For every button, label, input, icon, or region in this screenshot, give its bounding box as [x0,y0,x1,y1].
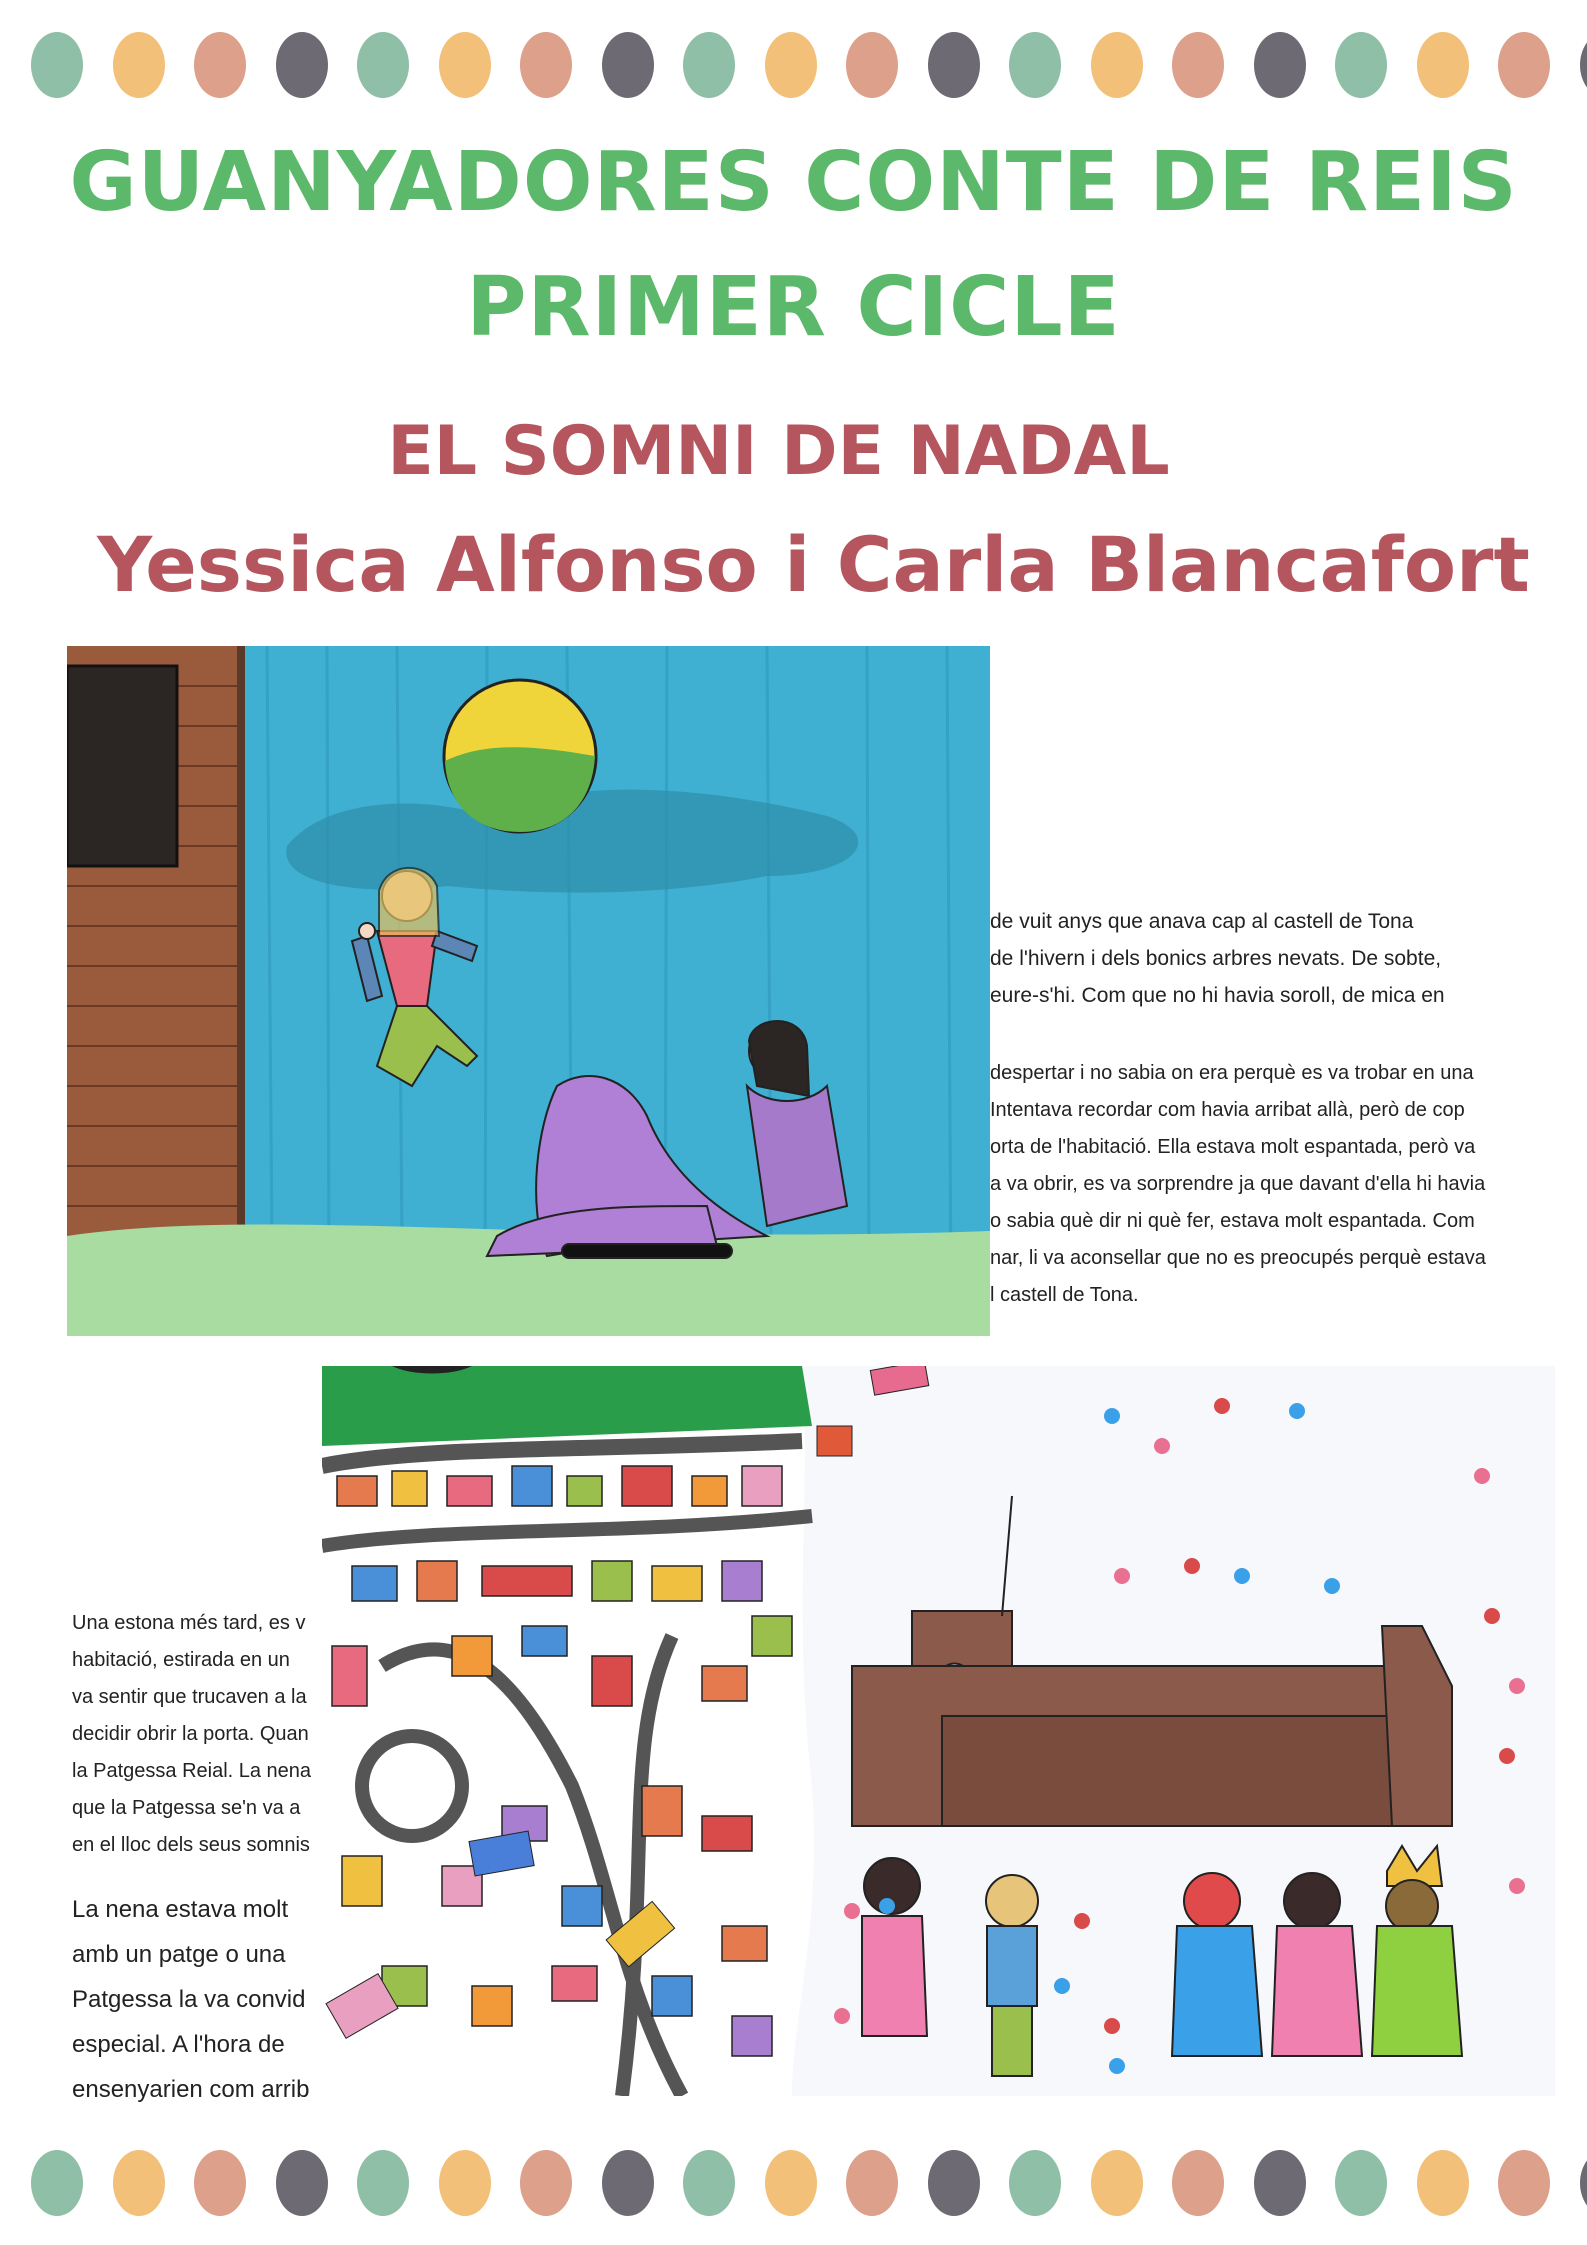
decorative-dot [765,2150,817,2216]
text-line: la Patgessa Reial. La nena [72,1760,312,1782]
decorative-dot [1335,2150,1387,2216]
text-line: ensenyarien com arrib [72,2076,310,2103]
text-line: despertar i no sabia on era perquè es va trobar en una [990,1062,1474,1084]
illustration-night-scene [67,646,990,1336]
story-paragraph-1 [990,902,1520,1013]
decorative-dot [194,2150,246,2216]
decorative-dot [602,32,654,98]
decorative-dot [1498,2150,1550,2216]
text-line: va sentir que trucaven a la [72,1686,307,1708]
decorative-dot [520,32,572,98]
decorative-dot [439,2150,491,2216]
decorative-dot [602,2150,654,2216]
decorative-dot [1254,2150,1306,2216]
bottom-dot-border [0,2150,1587,2230]
decorative-dot [113,32,165,98]
decorative-dot [1417,32,1469,98]
decorative-dot [1091,32,1143,98]
text-line: amb un patge o una [72,1941,286,1968]
text-line: La nena estava molt [72,1896,289,1923]
decorative-dot [683,32,735,98]
decorative-dot [1580,32,1587,98]
decorative-dot [357,2150,409,2216]
decorative-dot [1417,2150,1469,2216]
page-title-line1: GUANYADORES CONTE DE REIS [69,135,1518,230]
text-line: l castell de Tona. [990,1284,1139,1306]
decorative-dot [194,32,246,98]
text-line: Una estona més tard, es v [72,1612,306,1634]
story-authors: Yessica Alfonso i Carla Blancafort [97,520,1530,609]
decorative-dot [113,2150,165,2216]
illustration-city-and-castle [322,1366,1555,2096]
decorative-dot [1172,2150,1224,2216]
decorative-dot [31,32,83,98]
decorative-dot [1498,32,1550,98]
text-line: de vuit anys que anava cap al castell de Tona [990,910,1414,933]
decorative-dot [1254,32,1306,98]
story-title: EL SOMNI DE NADAL [387,412,1170,491]
text-line: de l'hivern i dels bonics arbres nevats. De sobte, [990,947,1442,970]
decorative-dot [1091,2150,1143,2216]
decorative-dot [846,2150,898,2216]
top-dot-border [0,32,1587,112]
decorative-dot [520,2150,572,2216]
decorative-dot [1009,32,1061,98]
decorative-dot [276,2150,328,2216]
text-line: habitació, estirada en un [72,1649,290,1671]
decorative-dot [683,2150,735,2216]
decorative-dot [31,2150,83,2216]
text-line: especial. A l'hora de [72,2031,285,2058]
decorative-dot [1009,2150,1061,2216]
text-line: a va obrir, es va sorprendre ja que davant d'ella hi havia [990,1173,1486,1195]
text-line: orta de l'habitació. Ella estava molt espantada, però va [990,1136,1476,1158]
decorative-dot [1580,2150,1587,2216]
text-line: o sabia què dir ni què fer, estava molt espantada. Com [990,1210,1475,1232]
page-title-line2: PRIMER CICLE [466,260,1121,355]
text-line: Patgessa la va convid [72,1986,306,2013]
text-line: nar, li va aconsellar que no es preocupés perquè estava [990,1247,1486,1269]
decorative-dot [928,2150,980,2216]
decorative-dot [357,32,409,98]
story-paragraph-3 [72,1605,332,1864]
decorative-dot [276,32,328,98]
decorative-dot [1335,32,1387,98]
decorative-dot [928,32,980,98]
decorative-dot [846,32,898,98]
story-paragraph-4 [72,1887,332,2112]
text-line: Intentava recordar com havia arribat allà, però de cop [990,1099,1465,1121]
story-paragraph-2 [990,1055,1520,1314]
text-line: en el lloc dels seus somnis [72,1834,310,1856]
text-line: eure-s'hi. Com que no hi havia soroll, de mica en [990,984,1445,1007]
decorative-dot [765,32,817,98]
decorative-dot [439,32,491,98]
decorative-dot [1172,32,1224,98]
text-line: que la Patgessa se'n va a [72,1797,301,1819]
text-line: decidir obrir la porta. Quan [72,1723,309,1745]
